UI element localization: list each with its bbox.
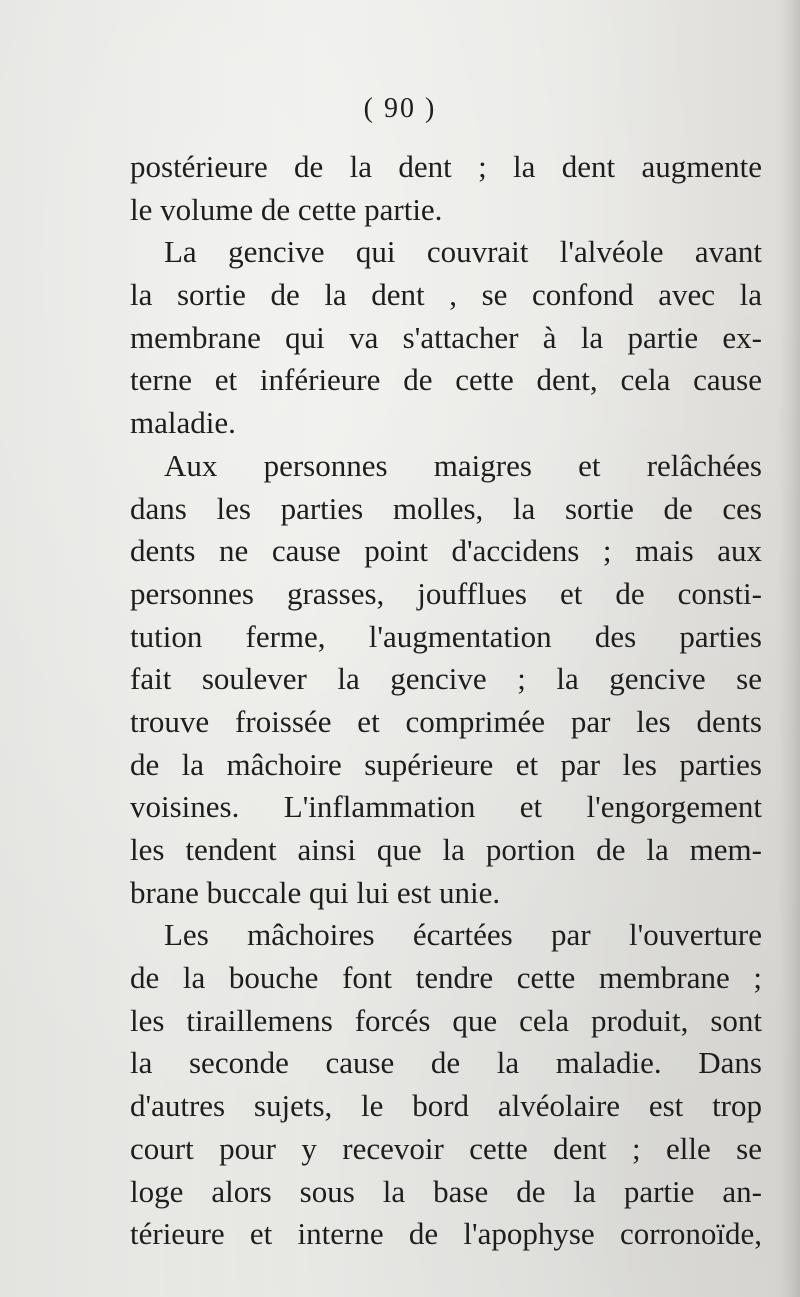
text-line: terne et inférieure de cette dent, cela cause (130, 362, 762, 398)
text-line: la seconde cause de la maladie. Dans (130, 1045, 762, 1081)
body-text (130, 146, 762, 1256)
text-line: loge alors sous la base de la partie an- (130, 1173, 762, 1209)
text-line: fait soulever la gencive ; la gencive se (130, 661, 762, 697)
text-line: la sortie de la dent , se confond avec la (130, 277, 762, 313)
text-line: personnes grasses, joufflues et de consti- (130, 575, 762, 611)
text-line: Aux personnes maigres et relâchées (164, 447, 762, 483)
text-line: maladie. (130, 405, 236, 441)
text-line: térieure et interne de l'apophyse corronoïde, (130, 1216, 762, 1252)
text-line: membrane qui va s'attacher à la partie ex- (130, 319, 762, 355)
text-line: La gencive qui couvrait l'alvéole avant (164, 234, 762, 270)
text-line: Les mâchoires écartées par l'ouverture (164, 917, 762, 953)
page-number: ( 90 ) (363, 93, 437, 124)
text-line: les tiraillemens forcés que cela produit, sont (130, 1002, 762, 1038)
text-line: de la mâchoire supérieure et par les parties (130, 746, 762, 782)
text-line: de la bouche font tendre cette membrane ; (130, 960, 762, 996)
text-line: d'autres sujets, le bord alvéolaire est trop (130, 1088, 762, 1124)
text-line: le volume de cette partie. (130, 191, 443, 227)
text-line: dans les parties molles, la sortie de ces (130, 490, 762, 526)
text-line: tution ferme, l'augmentation des parties (130, 618, 762, 654)
text-line: trouve froissée et comprimée par les dents (130, 703, 762, 739)
page-edge-shadow (778, 0, 800, 1297)
text-line: voisines. L'inflammation et l'engorgement (130, 789, 762, 825)
text-line: dents ne cause point d'accidens ; mais aux (130, 533, 762, 569)
text-line: brane buccale qui lui est unie. (130, 874, 501, 910)
text-line: postérieure de la dent ; la dent augmente (130, 149, 762, 184)
text-line: court pour y recevoir cette dent ; elle se (130, 1130, 762, 1166)
text-line: les tendent ainsi que la portion de la mem- (130, 832, 762, 867)
